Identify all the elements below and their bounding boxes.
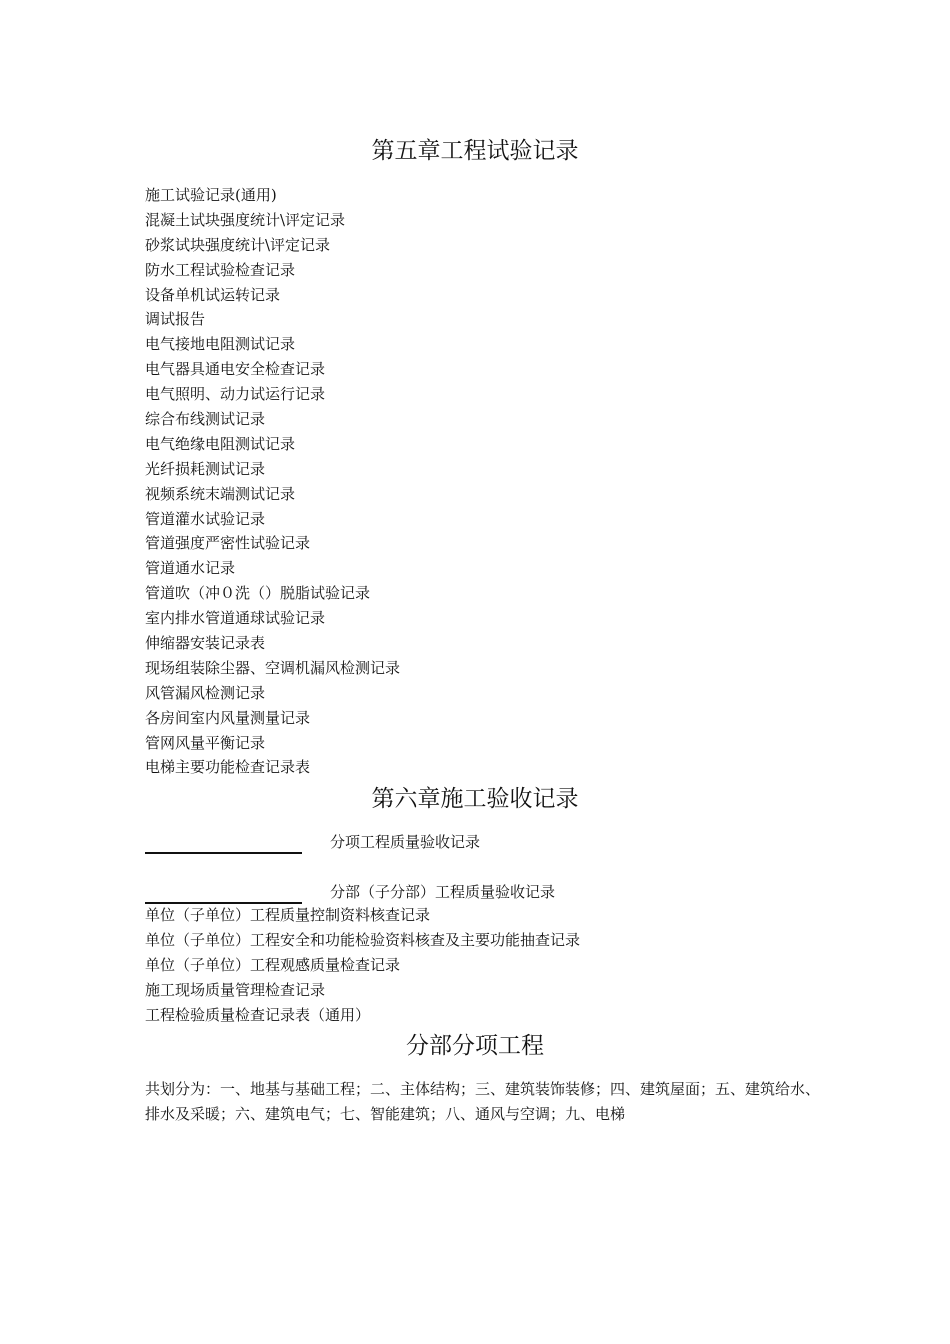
list-item: 单位（子单位）工程安全和功能检验资料核查及主要功能抽查记录: [145, 931, 581, 949]
chapter6-record-list: [145, 903, 580, 1028]
list-item: 管道通水记录: [145, 559, 236, 578]
list-item: 电气接地电阻测试记录: [145, 335, 296, 354]
rule-list-item: [145, 880, 845, 904]
list-item: 施工试验记录(通用): [145, 186, 277, 204]
list-item: 管道强度严密性试验记录: [145, 534, 311, 553]
chapter5-title: 第五章工程试验记录: [371, 138, 579, 164]
list-item: 电气器具通电安全检查记录: [145, 360, 326, 379]
chapter5-record-list: [145, 183, 400, 780]
list-item: 电气照明、动力试运行记录: [145, 385, 326, 404]
list-item: 管网风量平衡记录: [145, 733, 266, 752]
rule-item-label: 分部（子分部）工程质量验收记录: [330, 883, 556, 901]
list-item: 光纤损耗测试记录: [145, 459, 266, 478]
list-item: 管道灌水试验记录: [145, 509, 266, 528]
list-item: 视频系统末端测试记录: [145, 484, 296, 503]
rule-list-item: [145, 830, 845, 854]
list-item: 风管漏风检测记录: [145, 683, 266, 702]
list-item: 伸缩器安装记录表: [145, 634, 266, 653]
blank-underline: [145, 852, 302, 854]
list-item: 调试报告: [145, 310, 206, 329]
rule-item-label: 分项工程质量验收记录: [330, 833, 481, 851]
list-item: 电气绝缘电阻测试记录: [145, 434, 296, 453]
section-paragraph: 共划分为：一、地基与基础工程；二、主体结构；三、建筑装饰装修；四、建筑屋面；五、建筑给水、排水及采暖；六、建筑电气；七、智能建筑；八、通风与空调；九、电梯: [145, 1080, 821, 1123]
list-item: 单位（子单位）工程观感质量检查记录: [145, 956, 401, 974]
list-item: 电梯主要功能检查记录表: [145, 758, 311, 777]
list-item: 防水工程试验检查记录: [145, 260, 296, 279]
list-item: 现场组装除尘器、空调机漏风检测记录: [145, 658, 401, 677]
list-item: 施工现场质量管理检查记录: [145, 981, 326, 999]
list-item: 砂浆试块强度统计\评定记录: [145, 235, 331, 254]
list-item: 管道吹（冲０洗（）脱脂试验记录: [145, 584, 371, 603]
list-item: 各房间室内风量测量记录: [145, 708, 311, 727]
list-item: 室内排水管道通球试验记录: [145, 609, 326, 628]
list-item: 混凝土试块强度统计\评定记录: [145, 210, 346, 229]
list-item: 单位（子单位）工程质量控制资料核查记录: [145, 906, 431, 924]
list-item: 综合布线测试记录: [145, 410, 266, 429]
section-title: 分部分项工程: [406, 1033, 544, 1059]
list-item: 设备单机试运转记录: [145, 285, 281, 304]
list-item: 工程检验质量检查记录表（通用）: [145, 1006, 371, 1024]
chapter6-title: 第六章施工验收记录: [371, 786, 579, 812]
